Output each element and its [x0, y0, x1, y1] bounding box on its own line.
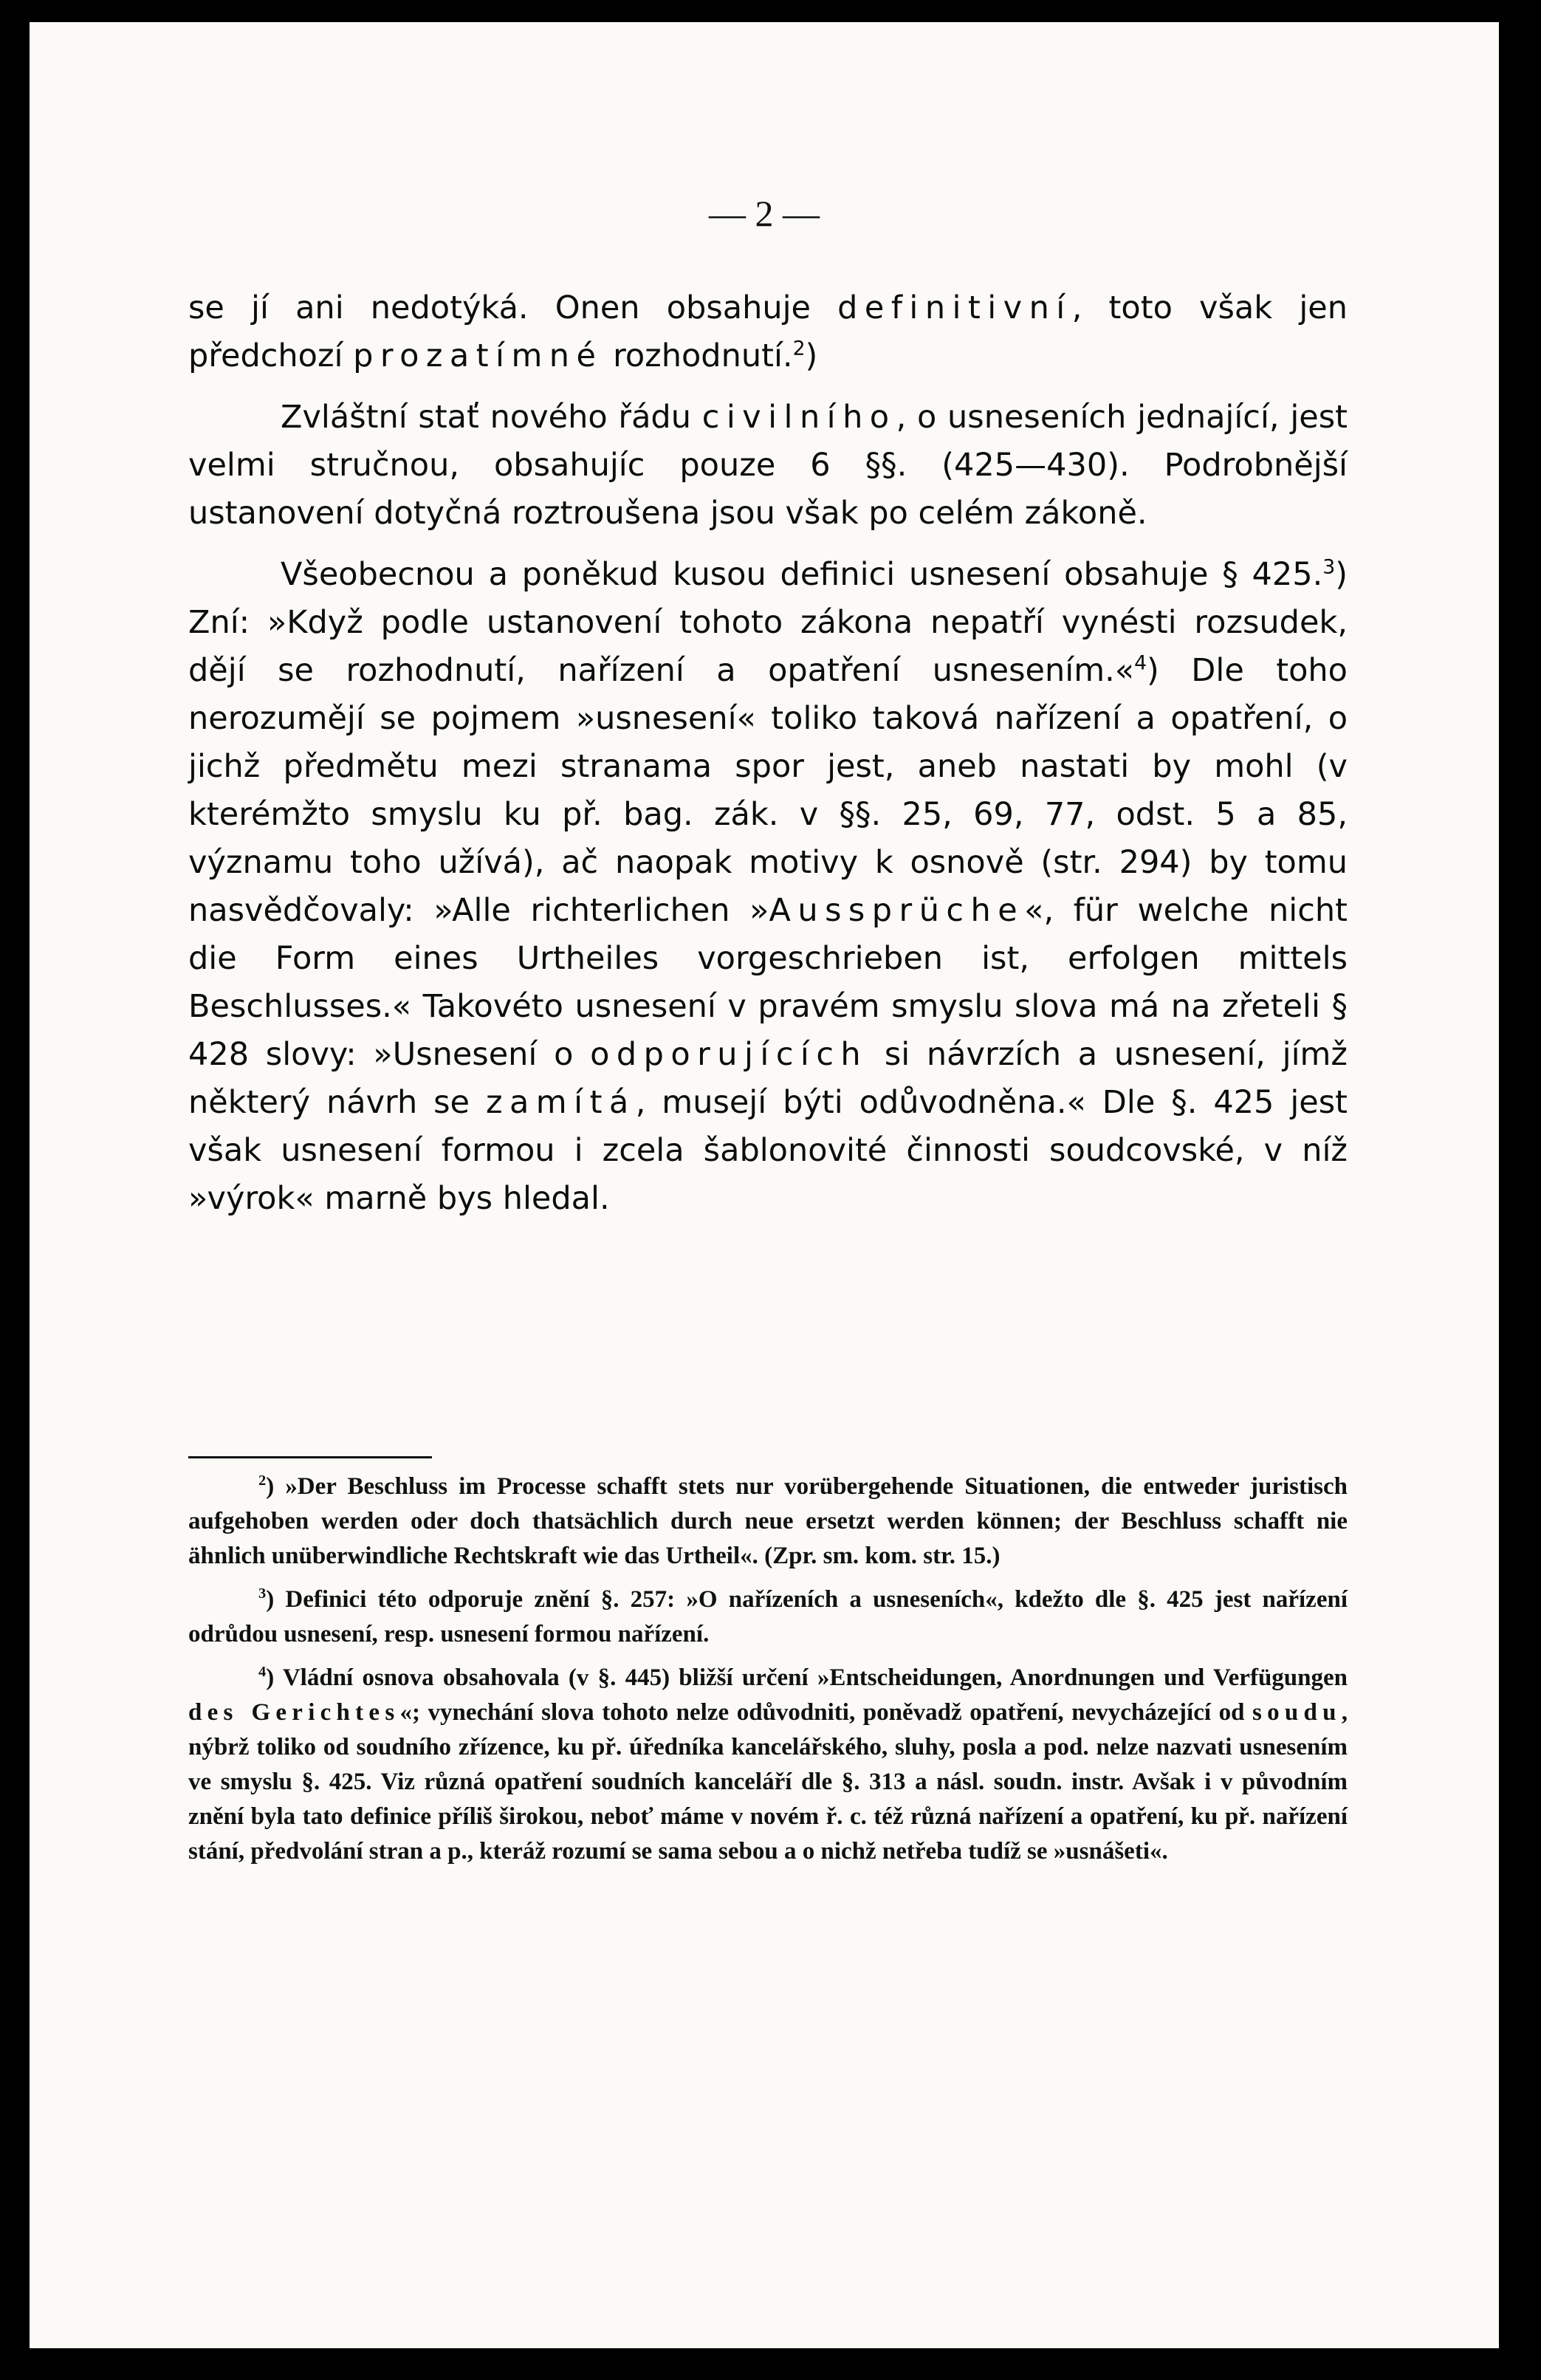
- paragraph: Všeobecnou a poněkud kusou definici usnesení obsahuje § 425.$^3$) Zní: »Když podle ustanovení tohoto zákona nepatří vynésti rozsudek, dějí se rozhodnutí, nařízení a opatření usnesením.«$^4$) Dle toho nerozumějí se pojmem »usnesení« toliko taková nařízení a opatření, o jichž předmětu mezi stranama spor jest, aneb nastati by mohl (v kterémžto smyslu ku př. bag. zák. v §§. 25, 69, 77, odst. 5 a 85, významu toho užívá), ač naopak motivy k osnově (str. 294) by tomu nasvědčovaly: »Alle richterlichen »Aussprüche«, für welche nicht die Form eines Urtheiles vorgeschrieben ist, erfolgen mittels Beschlusses.« Takovéto usnesení v pravém smyslu slova má na zřeteli § 428 slovy: »Usnesení o odporujících si návrzích a usnesení, jímž některý návrh se zamítá, musejí býti odůvodněna.« Dle §. 425 jest však usnesení formou i zcela šablonovité činnosti soudcovské, v níž »výrok« marně bys hledal.: [188, 555, 1348, 1217]
- spaced-emphasis: civilního: [701, 399, 896, 436]
- footnote: $^2$) »Der Beschluss im Processe schafft stets nur vorübergehende Situationen, die entweder juristisch aufgehoben werden oder doch thatsächlich durch neue ersetzt werden können; der Beschluss schafft nie ähnlich unüberwindliche Rechtskraft wie das Urtheil«. (Zpr. sm. kom. str. 15.): [188, 1472, 1348, 1569]
- footnote: $^3$) Definici této odporuje znění §. 257: »O nařízeních a usneseních«, kdežto dle §. 425 jest nařízení odrůdou usnesení, resp. usnesení formou nařízení.: [188, 1585, 1348, 1647]
- footnote-marker: 2: [792, 337, 806, 360]
- footnote-marker: 3: [1322, 555, 1336, 579]
- spaced-emphasis: prozatímné: [353, 337, 603, 374]
- spaced-emphasis: odporujících: [590, 1036, 868, 1073]
- spaced-emphasis: definitivní: [837, 289, 1072, 326]
- page-number: — 2 —: [709, 193, 820, 234]
- footnote: $^4$) Vládní osnova obsahovala (v §. 445) bližší určení »Entscheidungen, Anordnungen und Verfügungen des Gerichtes«; vynechání slova tohoto nelze odůvodniti, poněvadž opatření, nevycházející od soudu, nýbrž toliko od soudního zřízence, ku př. úředníka kancelářského, sluhy, posla a pod. nelze nazvati usnesením ve smyslu §. 425. Viz různá opatření soudních kanceláří dle §. 313 a násl. soudn. instr. Avšak i v původním znění byla tato definice příliš širokou, neboť máme v novém ř. c. též různá nařízení a opatření, ku př. nařízení stání, předvolání stran a p., kteráž rozumí se sama sebou a o nichž netřeba tudíž se »usnášeti«.: [188, 1664, 1348, 1865]
- spaced-emphasis: soudu: [1252, 1699, 1342, 1726]
- book-page: [30, 22, 1499, 2348]
- footnote-marker: 4: [258, 1664, 267, 1680]
- spaced-emphasis: zamítá: [485, 1084, 636, 1121]
- footnote-marker: 2: [258, 1472, 267, 1489]
- paragraph: Zvláštní stať nového řádu civilního, o usneseních jednající, jest velmi stručnou, obsahujíc pouze 6 §§. (425—430). Podrobnější ustanovení dotyčná roztroušena jsou však po celém zákoně.: [188, 399, 1348, 532]
- spaced-emphasis: Aussprüche: [769, 892, 1025, 929]
- footnotes: [188, 1470, 1348, 1869]
- footnote-marker: 4: [1134, 651, 1147, 675]
- footnote-marker: 3: [258, 1585, 267, 1602]
- footnote-divider: [188, 1456, 432, 1458]
- paragraph: se jí ani nedotýká. Onen obsahuje definitivní, toto však jen předchozí prozatímné rozhodnutí.$^2$): [188, 289, 1348, 374]
- spaced-emphasis: des Gerichtes: [188, 1699, 400, 1726]
- main-text: [188, 284, 1348, 1223]
